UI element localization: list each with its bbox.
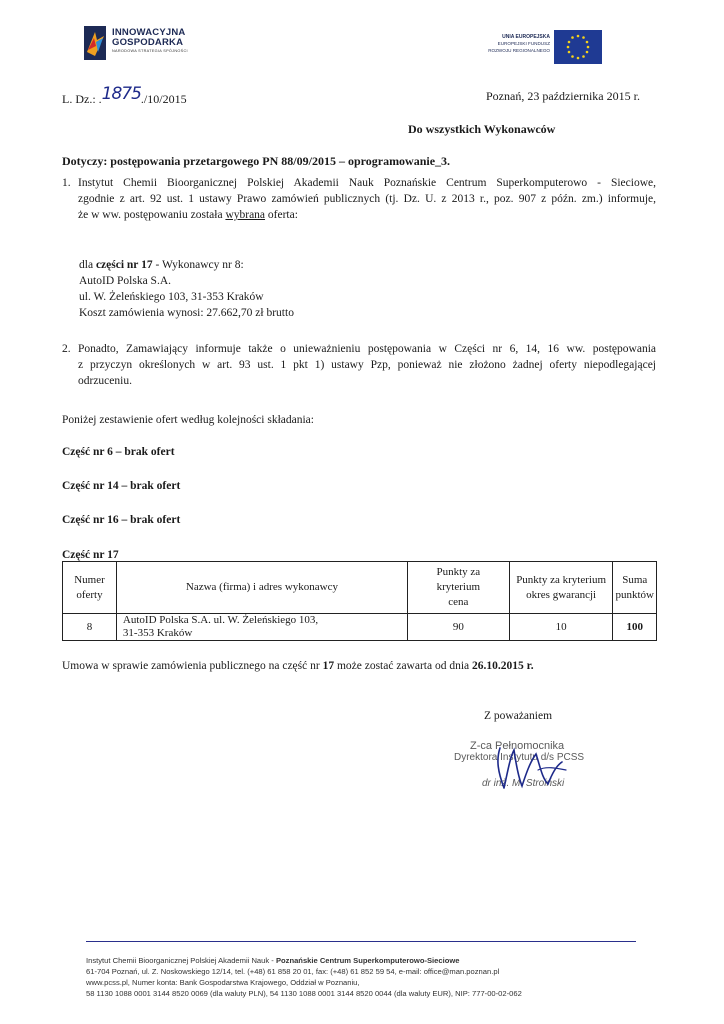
header-price-l1: Punkty za (436, 566, 481, 578)
item-1-underlined-word: wybrana (225, 209, 266, 221)
header-warranty-l1: Punkty za kryterium (516, 573, 607, 586)
header-total-points (613, 562, 657, 614)
footer-line2: 61-704 Poznań, ul. Z. Noskowskiego 12/14, tel. (+48) 61 858 20 01, fax: (+48) 61 852 59 54, e-mail: office@man.poznan.pl (86, 967, 500, 976)
winner-part-suffix: - Wykonawcy nr 8: (152, 259, 244, 271)
logo-left-line2: GOSPODARKA (112, 37, 184, 48)
cell-price-points: 90 (407, 614, 509, 641)
footer-pcss: Poznańskie Centrum Superkomputerowo-Sieciowe (275, 956, 460, 965)
cell-total-points: 100 (613, 614, 657, 641)
winner-street: ul. W. Żeleńskiego 103, 31-353 Kraków (79, 291, 264, 303)
cell-contractor (116, 614, 407, 641)
cell-warranty-points: 10 (509, 614, 613, 641)
regards: Z poważaniem (484, 710, 553, 722)
reference-suffix: ./10/2015 (140, 92, 187, 106)
closing-sentence (62, 660, 534, 672)
footer-line3: www.pcss.pl, Numer konta: Bank Gospodarstwa Krajowego, Oddział w Poznaniu, (86, 978, 360, 987)
offers-table (62, 561, 657, 641)
subject-line: Dotyczy: postępowania przetargowego PN 88/09/2015 – oprogramowanie_3. (62, 154, 451, 168)
item-1-line3 (78, 207, 656, 223)
offers-intro: Poniżej zestawienie ofert według kolejności składania: (62, 414, 314, 426)
header-price-l3: cena (448, 596, 469, 608)
eu-logo-line1: UNIA EUROPEJSKA (502, 34, 550, 40)
document-date: Poznań, 23 października 2015 r. (486, 89, 640, 103)
handwritten-signature-icon (438, 740, 638, 800)
logo-left-line1: INNOWACYJNA (112, 27, 186, 38)
footer-line4: 58 1130 1088 0001 3144 8520 0069 (dla waluty PLN), 54 1130 1088 0001 3144 8520 0044 (dla waluty EUR), NIP: 777-00-02-062 (86, 989, 522, 998)
header-total-l2: punktów (615, 588, 654, 601)
item-1-line3-start: że w ww. postępowaniu została (78, 209, 226, 221)
winner-part-prefix: dla (79, 259, 96, 271)
footer-institute: Instytut Chemii Bioorganicznej Polskiej Akademii Nauk - (86, 956, 276, 965)
logo-left-line3: NARODOWA STRATEGIA SPÓJNOŚCI (112, 49, 188, 53)
part-14-heading: Część nr 14 – brak ofert (62, 480, 181, 492)
innowacyjna-gospodarka-emblem-icon (82, 26, 108, 60)
header-warranty-l2: okres gwarancji (526, 588, 597, 601)
winner-cost: Koszt zamówienia wynosi: 27.662,70 zł brutto (79, 307, 294, 319)
item-2-number: 2. (62, 343, 71, 355)
reference-number (62, 84, 187, 108)
closing-part-number: 17 (322, 660, 335, 672)
eu-flag-icon (554, 30, 602, 64)
stamp-line3: dr inż. M. Stroiński (482, 778, 565, 789)
winner-block (79, 257, 294, 321)
header-offer-number (63, 562, 117, 614)
header-price-l2: kryterium (436, 581, 481, 593)
reference-prefix: L. Dz.: . (62, 92, 102, 106)
header-offer-number-l1: Numer (74, 573, 105, 586)
addressee: Do wszystkich Wykonawców (408, 122, 556, 136)
footer (86, 955, 646, 999)
item-2-line2: z przyczyn określonych w art. 93 ust. 1 pkt 1) ustawy Pzp, ponieważ nie złożono żadnej oferty niepodlegającej (78, 359, 656, 371)
header-total-l1: Suma (622, 573, 648, 586)
header-contractor: Nazwa (firma) i adres wykonawcy (116, 562, 407, 614)
closing-text: Umowa w sprawie zamówienia publicznego na część nr (62, 660, 323, 672)
item-2-line3: odrzuceniu. (78, 375, 132, 387)
table-header-row (63, 562, 657, 614)
innowacyjna-gospodarka-logo (82, 26, 222, 60)
footer-divider (86, 941, 636, 942)
item-1-line3-end: oferta: (265, 209, 298, 221)
winner-part (79, 257, 294, 273)
cell-contractor-l2: 31-353 Kraków (122, 627, 193, 639)
item-1-number: 1. (62, 177, 71, 189)
eu-logo-line3: ROZWOJU REGIONALNEGO (488, 48, 550, 53)
closing-date: 26.10.2015 r. (472, 660, 534, 672)
item-2-line1: Ponadto, Zamawiający informuje także o unieważnieniu postępowania w Części nr 6, 14, 16 ww. postępowania (78, 343, 656, 355)
stamp-line1: Z-ca Pełnomocnika (470, 740, 565, 752)
footer-line1 (86, 955, 646, 966)
signature-stamp (438, 740, 638, 800)
winner-name: AutoID Polska S.A. (79, 275, 172, 287)
table-row (63, 614, 657, 641)
header-warranty-points (509, 562, 613, 614)
item-1-line2: zgodnie z art. 92 ust. 1 ustawy Prawo zamówień publicznych (tj. Dz. U. z 2013 r., poz. 907 z późn. zm.) informuje, (78, 193, 656, 205)
header-price-points (407, 562, 509, 614)
eu-logo (476, 30, 604, 66)
cell-contractor-l1: AutoID Polska S.A. ul. W. Żeleńskiego 103, (122, 614, 319, 626)
item-1-line1: Instytut Chemii Bioorganicznej Polskiej Akademii Nauk Poznańskie Centrum Superkomputerowo - Sieciowe, (78, 177, 656, 189)
winner-part-number: części nr 17 (95, 259, 153, 271)
part-17-heading: Część nr 17 (62, 549, 119, 561)
part-6-heading: Część nr 6 – brak ofert (62, 446, 175, 458)
reference-handwritten-number: 1875 (101, 84, 141, 104)
header-offer-number-l2: oferty (76, 588, 103, 601)
part-16-heading: Część nr 16 – brak ofert (62, 514, 181, 526)
closing-mid: może zostać zawarta od dnia (334, 660, 473, 672)
cell-offer-number: 8 (63, 614, 117, 641)
stamp-line2: Dyrektora Instytutu d/s PCSS (454, 752, 585, 763)
eu-logo-line2: EUROPEJSKI FUNDUSZ (497, 41, 550, 46)
